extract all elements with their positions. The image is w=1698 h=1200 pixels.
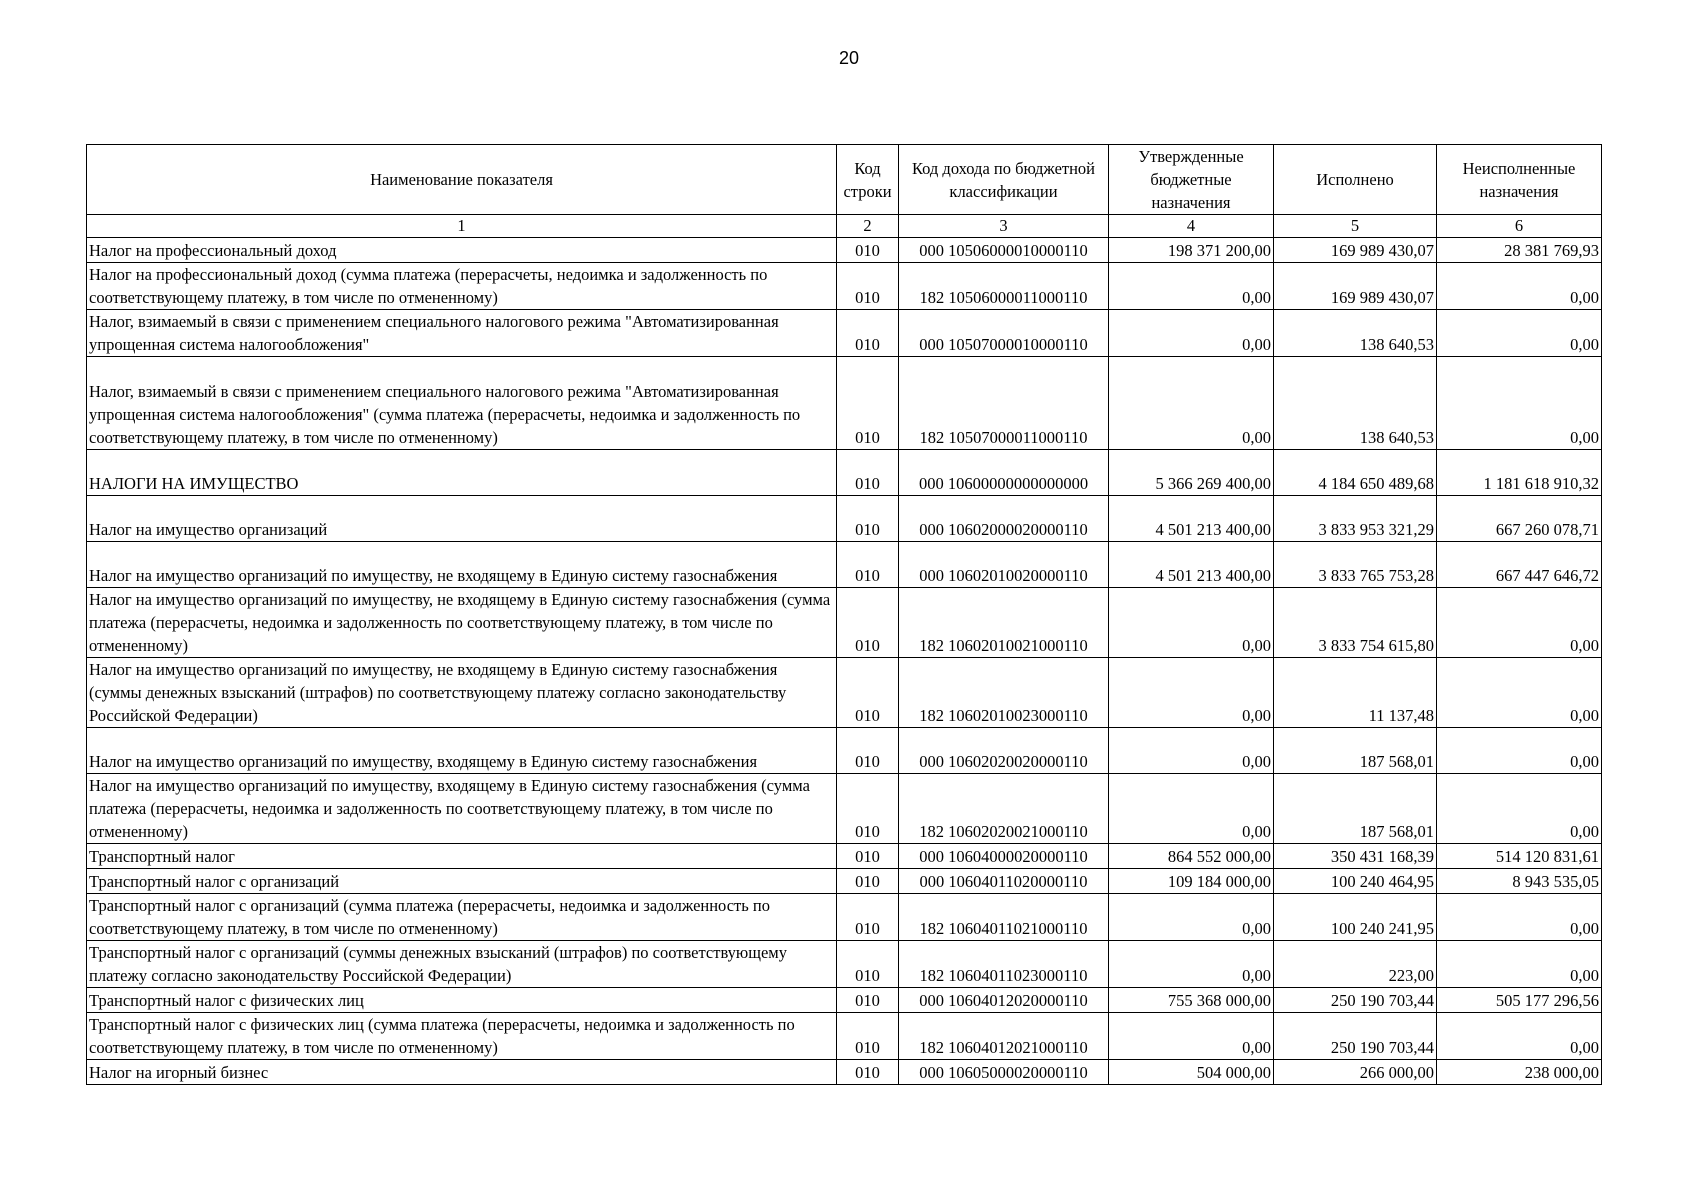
income-code: 000 10605000020000110 [899,1060,1109,1085]
executed-amount: 250 190 703,44 [1274,988,1437,1013]
approved-amount: 0,00 [1109,774,1274,844]
income-code: 182 10604012021000110 [899,1013,1109,1060]
page-number: 20 [838,48,860,68]
indicator-name: Транспортный налог с физических лиц (сумма платежа (перерасчеты, недоимка и задолженность по соответствующему платежу, в том числе по отмененному) [87,1013,837,1060]
income-code: 000 10602000020000110 [899,496,1109,542]
income-code: 182 10602020021000110 [899,774,1109,844]
unexecuted-amount: 505 177 296,56 [1437,988,1602,1013]
approved-amount: 109 184 000,00 [1109,869,1274,894]
line-code: 010 [837,310,899,357]
executed-amount: 11 137,48 [1274,658,1437,728]
approved-amount: 0,00 [1109,894,1274,941]
indicator-name: Налог, взимаемый в связи с применением специального налогового режима "Автоматизированная упрощенная система налогообложения" (сумма платежа (перерасчеты, недоимка и задолженность по соответствующему платежу, в том числе по отмененному) [87,357,837,450]
income-code: 000 10602010020000110 [899,542,1109,588]
indicator-name: Налог на имущество организаций по имуществу, входящему в Единую систему газоснабжения (сумма платежа (перерасчеты, недоимка и задолженность по соответствующему платежу, в том числе по отмененному) [87,774,837,844]
approved-amount: 0,00 [1109,658,1274,728]
approved-amount: 0,00 [1109,941,1274,988]
line-code: 010 [837,1060,899,1085]
column-number: 2 [837,215,899,238]
budget-execution-table [86,144,1602,1085]
indicator-name: Налог на имущество организаций по имуществу, входящему в Единую систему газоснабжения [87,728,837,774]
line-code: 010 [837,774,899,844]
unexecuted-amount: 8 943 535,05 [1437,869,1602,894]
header-income-code: Код дохода по бюджетной классификации [899,145,1109,215]
executed-amount: 100 240 241,95 [1274,894,1437,941]
approved-amount: 864 552 000,00 [1109,844,1274,869]
unexecuted-amount: 0,00 [1437,728,1602,774]
line-code: 010 [837,844,899,869]
approved-amount: 504 000,00 [1109,1060,1274,1085]
table-row [87,1013,1602,1060]
income-code: 000 10507000010000110 [899,310,1109,357]
indicator-name: Налог, взимаемый в связи с применением специального налогового режима "Автоматизированная упрощенная система налогообложения" [87,310,837,357]
income-code: 000 10600000000000000 [899,450,1109,496]
column-number: 1 [87,215,837,238]
table-row [87,542,1602,588]
executed-amount: 100 240 464,95 [1274,869,1437,894]
approved-amount: 755 368 000,00 [1109,988,1274,1013]
table-row [87,263,1602,310]
approved-amount: 0,00 [1109,263,1274,310]
line-code: 010 [837,869,899,894]
income-code: 182 10604011023000110 [899,941,1109,988]
approved-amount: 0,00 [1109,310,1274,357]
indicator-name: Налог на игорный бизнес [87,1060,837,1085]
income-code: 000 10602020020000110 [899,728,1109,774]
executed-amount: 187 568,01 [1274,774,1437,844]
table-row [87,894,1602,941]
table-header-row [87,145,1602,215]
indicator-name: Налог на имущество организаций по имуществу, не входящему в Единую систему газоснабжения [87,542,837,588]
approved-amount: 198 371 200,00 [1109,238,1274,263]
approved-amount: 0,00 [1109,588,1274,658]
line-code: 010 [837,357,899,450]
line-code: 010 [837,238,899,263]
approved-amount: 0,00 [1109,1013,1274,1060]
header-indicator-name: Наименование показателя [87,145,837,215]
column-number: 6 [1437,215,1602,238]
income-code: 000 10604012020000110 [899,988,1109,1013]
unexecuted-amount: 1 181 618 910,32 [1437,450,1602,496]
indicator-name: Налог на имущество организаций по имуществу, не входящему в Единую систему газоснабжения (сумма платежа (перерасчеты, недоимка и задолженность по соответствующему платежу, в том числе по отмененному) [87,588,837,658]
unexecuted-amount: 0,00 [1437,263,1602,310]
indicator-name: Налог на имущество организаций [87,496,837,542]
table-row [87,1060,1602,1085]
income-code: 182 10506000011000110 [899,263,1109,310]
approved-amount: 0,00 [1109,357,1274,450]
indicator-name: Налог на профессиональный доход (сумма платежа (перерасчеты, недоимка и задолженность по соответствующему платежу, в том числе по отмененному) [87,263,837,310]
line-code: 010 [837,728,899,774]
executed-amount: 169 989 430,07 [1274,238,1437,263]
line-code: 010 [837,988,899,1013]
indicator-name: Налог на имущество организаций по имуществу, не входящему в Единую систему газоснабжения (суммы денежных взысканий (штрафов) по соответствующему платежу согласно законодательству Российской Федерации) [87,658,837,728]
executed-amount: 169 989 430,07 [1274,263,1437,310]
unexecuted-amount: 238 000,00 [1437,1060,1602,1085]
line-code: 010 [837,450,899,496]
line-code: 010 [837,658,899,728]
approved-amount: 4 501 213 400,00 [1109,496,1274,542]
column-number: 5 [1274,215,1437,238]
table-row [87,941,1602,988]
table-row [87,310,1602,357]
table-row [87,357,1602,450]
header-approved: Утвержденные бюджетные назначения [1109,145,1274,215]
line-code: 010 [837,588,899,658]
table-row [87,869,1602,894]
approved-amount: 5 366 269 400,00 [1109,450,1274,496]
executed-amount: 266 000,00 [1274,1060,1437,1085]
executed-amount: 138 640,53 [1274,357,1437,450]
column-number: 4 [1109,215,1274,238]
table-row [87,496,1602,542]
header-unexecuted: Неисполненные назначения [1437,145,1602,215]
unexecuted-amount: 514 120 831,61 [1437,844,1602,869]
income-code: 182 10604011021000110 [899,894,1109,941]
executed-amount: 187 568,01 [1274,728,1437,774]
executed-amount: 138 640,53 [1274,310,1437,357]
indicator-name: Налог на профессиональный доход [87,238,837,263]
line-code: 010 [837,1013,899,1060]
indicator-name: Транспортный налог с организаций (сумма платежа (перерасчеты, недоимка и задолженность по соответствующему платежу, в том числе по отмененному) [87,894,837,941]
unexecuted-amount: 0,00 [1437,941,1602,988]
unexecuted-amount: 0,00 [1437,357,1602,450]
line-code: 010 [837,496,899,542]
income-code: 000 10506000010000110 [899,238,1109,263]
executed-amount: 3 833 765 753,28 [1274,542,1437,588]
indicator-name: Транспортный налог [87,844,837,869]
table-row [87,728,1602,774]
income-code: 182 10602010023000110 [899,658,1109,728]
unexecuted-amount: 667 447 646,72 [1437,542,1602,588]
unexecuted-amount: 0,00 [1437,774,1602,844]
income-code: 182 10507000011000110 [899,357,1109,450]
indicator-name: Транспортный налог с организаций (суммы денежных взысканий (штрафов) по соответствующему платежу согласно законодательству Российской Федерации) [87,941,837,988]
executed-amount: 3 833 953 321,29 [1274,496,1437,542]
unexecuted-amount: 0,00 [1437,894,1602,941]
column-numbers-row [87,215,1602,238]
unexecuted-amount: 0,00 [1437,310,1602,357]
line-code: 010 [837,894,899,941]
executed-amount: 223,00 [1274,941,1437,988]
table-row [87,658,1602,728]
column-number: 3 [899,215,1109,238]
income-code: 182 10602010021000110 [899,588,1109,658]
table-row [87,588,1602,658]
table-row [87,238,1602,263]
line-code: 010 [837,542,899,588]
executed-amount: 250 190 703,44 [1274,1013,1437,1060]
approved-amount: 4 501 213 400,00 [1109,542,1274,588]
line-code: 010 [837,263,899,310]
table-row-section [87,450,1602,496]
unexecuted-amount: 28 381 769,93 [1437,238,1602,263]
header-line-code: Код строки [837,145,899,215]
unexecuted-amount: 667 260 078,71 [1437,496,1602,542]
unexecuted-amount: 0,00 [1437,1013,1602,1060]
executed-amount: 4 184 650 489,68 [1274,450,1437,496]
line-code: 010 [837,941,899,988]
table-row [87,988,1602,1013]
income-code: 000 10604000020000110 [899,844,1109,869]
approved-amount: 0,00 [1109,728,1274,774]
indicator-name: Транспортный налог с организаций [87,869,837,894]
header-executed: Исполнено [1274,145,1437,215]
indicator-name: НАЛОГИ НА ИМУЩЕСТВО [87,450,837,496]
executed-amount: 350 431 168,39 [1274,844,1437,869]
unexecuted-amount: 0,00 [1437,658,1602,728]
table-row [87,844,1602,869]
table-row [87,774,1602,844]
executed-amount: 3 833 754 615,80 [1274,588,1437,658]
indicator-name: Транспортный налог с физических лиц [87,988,837,1013]
income-code: 000 10604011020000110 [899,869,1109,894]
unexecuted-amount: 0,00 [1437,588,1602,658]
